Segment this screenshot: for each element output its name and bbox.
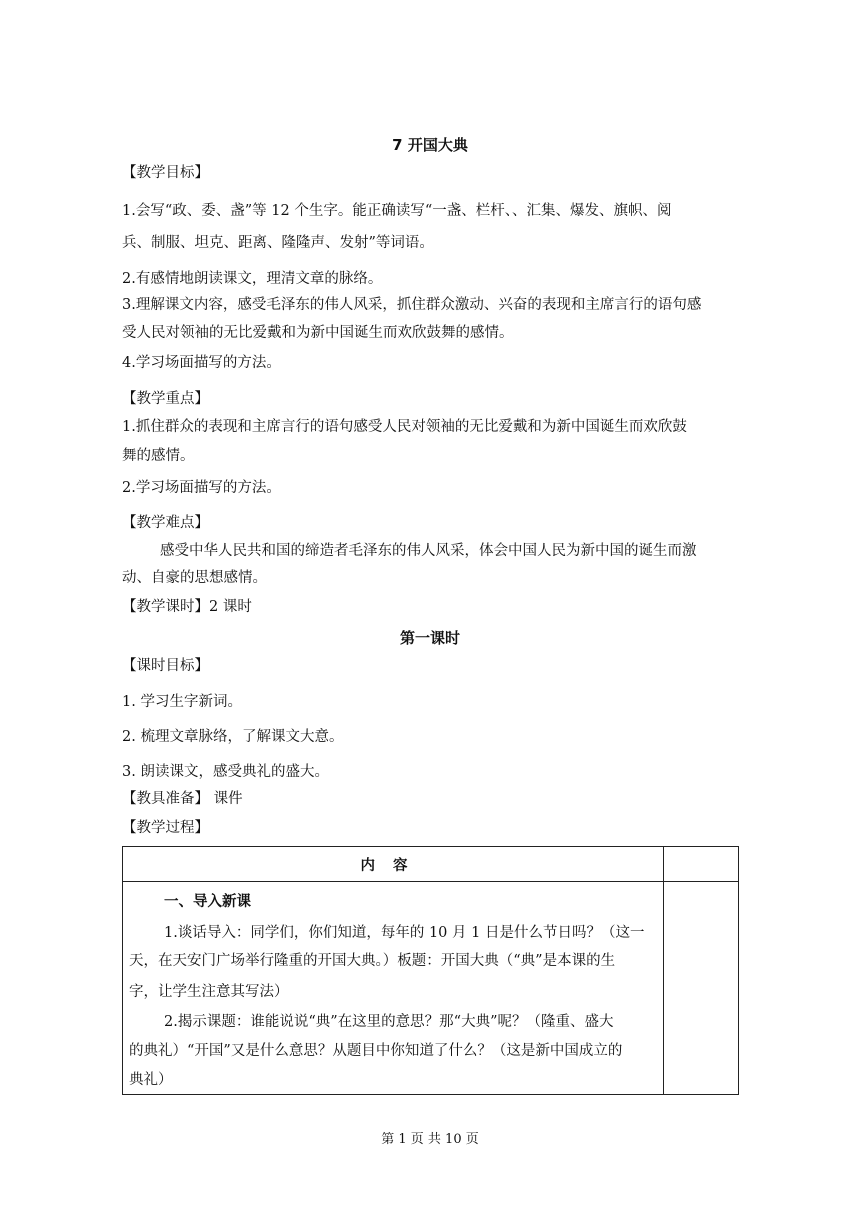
section-title: 一、导入新课	[164, 894, 251, 910]
goal-line: 兵、制服、坦克、距离、隆隆声、发射”等词语。	[122, 235, 434, 251]
content-line: 2.揭示课题：谁能说说“典”在这里的意思？那“大典”呢？（隆重、盛大	[164, 1014, 614, 1030]
content-line: 字，让学生注意其写法）	[129, 984, 289, 1000]
key-point-line: 2.学习场面描写的方法。	[122, 480, 281, 496]
page-footer: 第 1 页 共 10 页	[381, 1132, 479, 1147]
process-table	[122, 846, 739, 1095]
key-point-line: 舞的感情。	[122, 448, 195, 464]
tools-line: 【教具准备】 课件	[122, 791, 243, 807]
notes-header	[664, 847, 739, 882]
goals-heading: 【教学目标】	[122, 165, 209, 181]
goal-line: 4.学习场面描写的方法。	[122, 355, 281, 371]
key-points-heading: 【教学重点】	[122, 391, 209, 407]
key-point-line: 1.抓住群众的表现和主席言行的语句感受人民对领袖的无比爱戴和为新中国诞生而欢欣鼓	[122, 419, 687, 435]
table-row	[123, 882, 739, 1095]
notes-cell	[664, 882, 739, 1095]
content-line: 的典礼）“开国”又是什么意思？从题目中你知道了什么？（这是新中国成立的	[129, 1043, 623, 1059]
lesson-goal-line: 2. 梳理文章脉络，了解课文大意。	[122, 729, 344, 745]
goal-line: 受人民对领袖的无比爱戴和为新中国诞生而欢欣鼓舞的感情。	[122, 325, 514, 341]
lesson-goals-heading: 【课时目标】	[122, 658, 209, 674]
lesson-goal-line: 1. 学习生字新词。	[122, 694, 242, 710]
content-line: 1.谈话导入：同学们，你们知道，每年的 10 月 1 日是什么节日吗？（这一	[164, 925, 645, 941]
process-heading: 【教学过程】	[122, 820, 209, 836]
difficulty-line: 动、自豪的思想感情。	[122, 570, 267, 586]
difficulty-line: 感受中华人民共和国的缔造者毛泽东的伟人风采，体会中国人民为新中国的诞生而激	[160, 543, 697, 559]
goal-line: 2.有感情地朗读课文，理清文章的脉络。	[122, 271, 383, 287]
content-cell	[123, 882, 664, 1095]
lesson-goal-line: 3. 朗读课文，感受典礼的盛大。	[122, 764, 329, 780]
lesson-title: 第一课时	[399, 629, 460, 647]
teaching-hours: 【教学课时】2 课时	[122, 599, 252, 615]
content-header: 内容	[123, 847, 664, 882]
goal-line: 1.会写“政、委、盏”等 12 个生字。能正确读写“一盏、栏杆、、汇集、爆发、旗帜、阅	[122, 203, 672, 219]
document-title: 7 开国大典	[392, 136, 468, 154]
content-line: 天，在天安门广场举行隆重的开国大典。）板题：开国大典（“典”是本课的生	[129, 953, 616, 969]
difficulty-heading: 【教学难点】	[122, 515, 209, 531]
goal-line: 3.理解课文内容，感受毛泽东的伟人风采，抓住群众激动、兴奋的表现和主席言行的语句感	[122, 297, 702, 313]
table-header-row	[123, 847, 739, 882]
content-line: 典礼）	[129, 1072, 173, 1088]
